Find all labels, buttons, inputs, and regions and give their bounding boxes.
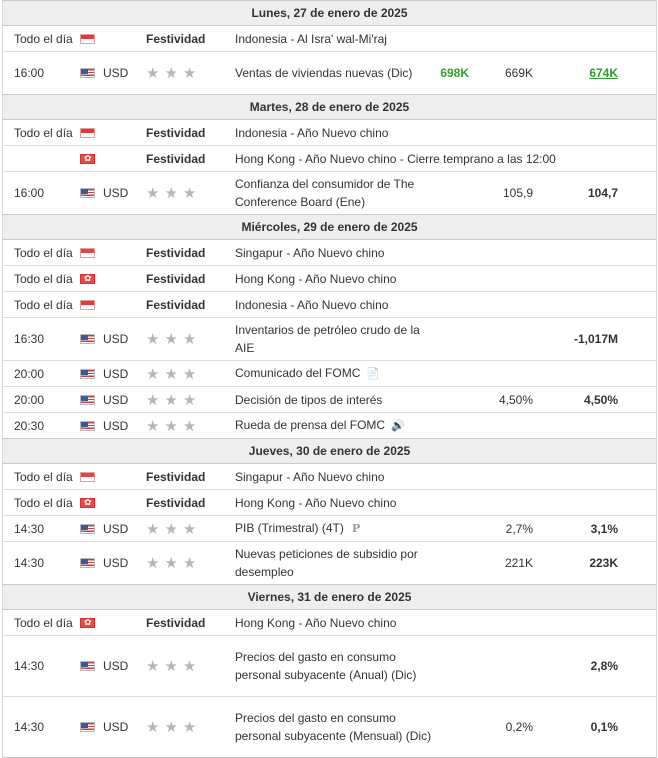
event-name[interactable]: Indonesia - Año Nuevo chino xyxy=(235,125,389,140)
actual-value xyxy=(395,542,469,584)
holiday-label: Festividad xyxy=(146,615,206,630)
event-time: Todo el día xyxy=(14,31,73,46)
event-row[interactable] xyxy=(2,636,657,697)
star-icon: ★ xyxy=(182,391,197,409)
event-time: 20:00 xyxy=(14,392,45,407)
country-flag-cell xyxy=(80,636,100,696)
us-flag-icon xyxy=(80,334,95,344)
holiday-label: Festividad xyxy=(146,297,206,312)
currency-code: USD xyxy=(103,392,129,407)
event-name[interactable]: Hong Kong - Año Nuevo chino - Cierre temprano a las 12:00 xyxy=(235,151,556,166)
us-flag-icon xyxy=(80,68,95,78)
event-time: Todo el día xyxy=(14,297,73,312)
us-flag-icon xyxy=(80,558,95,568)
day-header: Jueves, 30 de enero de 2025 xyxy=(2,439,657,464)
event-row[interactable] xyxy=(2,146,657,172)
holiday-label: Festividad xyxy=(146,469,206,484)
event-name[interactable]: Hong Kong - Año Nuevo chino xyxy=(235,495,397,510)
previous-value: 2,8% xyxy=(590,659,618,673)
star-icon: ★ xyxy=(182,417,197,435)
event-row[interactable] xyxy=(2,172,657,215)
importance-rating xyxy=(146,172,226,214)
star-icon: ★ xyxy=(182,719,197,736)
forecast-value: 4,50% xyxy=(498,392,533,407)
us-flag-icon xyxy=(80,395,95,405)
star-icon: ★ xyxy=(146,331,160,348)
star-icon: ★ xyxy=(164,365,178,383)
day-header: Viernes, 31 de enero de 2025 xyxy=(2,585,657,610)
hk-flag-icon xyxy=(80,154,95,164)
sg-flag-icon xyxy=(80,248,95,258)
currency-code: USD xyxy=(103,556,129,570)
event-row[interactable] xyxy=(2,266,657,292)
hk-flag-icon xyxy=(80,498,95,508)
holiday-label: Festividad xyxy=(146,271,206,286)
us-flag-icon xyxy=(80,421,95,431)
us-flag-icon xyxy=(80,188,95,198)
importance-rating xyxy=(146,697,226,757)
forecast-value: 0,2% xyxy=(505,720,533,734)
star-icon: ★ xyxy=(182,65,197,82)
country-flag-cell xyxy=(80,361,100,386)
event-time: 16:30 xyxy=(14,332,45,346)
forecast-value xyxy=(463,413,533,438)
event-name[interactable]: Confianza del consumidor de The Conference Board (Ene) xyxy=(235,177,415,209)
importance-rating xyxy=(146,318,226,360)
event-time: Todo el día xyxy=(14,245,73,260)
event-row[interactable] xyxy=(2,52,657,95)
previous-value: 223K xyxy=(589,556,618,570)
star-icon: ★ xyxy=(164,331,178,348)
country-flag-cell xyxy=(80,120,100,145)
event-name[interactable]: Indonesia - Año Nuevo chino xyxy=(235,297,389,312)
star-icon: ★ xyxy=(146,365,160,383)
actual-value: 698K xyxy=(440,66,469,80)
country-flag-cell xyxy=(80,146,100,171)
forecast-value xyxy=(463,361,533,386)
previous-value: -1,017M xyxy=(573,332,618,346)
event-row[interactable] xyxy=(2,240,657,266)
actual-value xyxy=(395,172,469,214)
event-time: Todo el día xyxy=(14,271,73,286)
holiday-label: Festividad xyxy=(146,495,206,510)
event-name[interactable]: Ventas de viviendas nuevas (Dic) xyxy=(235,66,413,80)
country-flag-cell xyxy=(80,697,100,757)
economic-calendar xyxy=(2,0,657,758)
currency-code: USD xyxy=(103,720,129,734)
us-flag-icon xyxy=(80,661,95,671)
speaker-icon: 🔊 xyxy=(391,420,405,432)
event-time: 14:30 xyxy=(14,720,45,734)
event-name[interactable]: Indonesia - Al Isra' wal-Mi'raj xyxy=(235,31,387,46)
event-name[interactable]: Hong Kong - Año Nuevo chino xyxy=(235,615,397,630)
star-icon: ★ xyxy=(182,365,197,383)
star-icon: ★ xyxy=(164,520,178,538)
event-row[interactable] xyxy=(2,516,657,542)
event-row[interactable] xyxy=(2,610,657,636)
importance-rating xyxy=(146,361,226,386)
star-icon: ★ xyxy=(146,520,160,538)
event-name[interactable]: Nuevas peticiones de subsidio por desempleo xyxy=(235,547,418,579)
event-time: Todo el día xyxy=(14,469,73,484)
id-flag-icon xyxy=(80,128,95,138)
star-icon: ★ xyxy=(146,719,160,736)
country-flag-cell xyxy=(80,292,100,317)
importance-rating xyxy=(146,542,226,584)
star-icon: ★ xyxy=(146,417,160,435)
event-row[interactable] xyxy=(2,361,657,387)
country-flag-cell xyxy=(80,266,100,291)
currency-code: USD xyxy=(103,418,129,433)
event-row[interactable] xyxy=(2,292,657,318)
country-flag-cell xyxy=(80,26,100,51)
event-time: 14:30 xyxy=(14,556,45,570)
forecast-value xyxy=(463,318,533,360)
event-row[interactable] xyxy=(2,387,657,413)
event-time xyxy=(14,146,84,171)
previous-value: 104,7 xyxy=(587,186,618,200)
country-flag-cell xyxy=(80,172,100,214)
country-flag-cell xyxy=(80,610,100,635)
day-header: Miércoles, 29 de enero de 2025 xyxy=(2,215,657,240)
us-flag-icon xyxy=(80,369,95,379)
actual-value xyxy=(395,387,469,412)
forecast-value: 221K xyxy=(504,556,533,570)
hk-flag-icon xyxy=(80,618,95,628)
event-row[interactable] xyxy=(2,318,657,361)
event-name[interactable]: Precios del gasto en consumo personal subyacente (Mensual) (Dic) xyxy=(235,711,432,743)
document-icon: 📄 xyxy=(366,368,381,380)
actual-value xyxy=(395,697,469,757)
previous-value xyxy=(543,52,618,94)
star-icon: ★ xyxy=(146,391,160,409)
preliminary-icon: P xyxy=(351,522,361,535)
forecast-value: 2,7% xyxy=(505,521,533,536)
event-time: 16:00 xyxy=(14,186,45,200)
previous-value xyxy=(543,361,618,386)
actual-value xyxy=(395,516,469,541)
event-row[interactable] xyxy=(2,490,657,516)
country-flag-cell xyxy=(80,413,100,438)
event-name[interactable]: Comunicado del FOMC 📄 xyxy=(235,364,380,383)
importance-rating xyxy=(146,516,226,541)
country-flag-cell xyxy=(80,542,100,584)
previous-value: 0,1% xyxy=(590,720,618,734)
event-name[interactable]: Singapur - Año Nuevo chino xyxy=(235,245,385,260)
holiday-label: Festividad xyxy=(146,151,206,166)
star-icon: ★ xyxy=(182,555,197,572)
country-flag-cell xyxy=(80,490,100,515)
country-flag-cell xyxy=(80,387,100,412)
previous-value: 3,1% xyxy=(590,521,618,536)
event-name[interactable]: Singapur - Año Nuevo chino xyxy=(235,469,385,484)
star-icon: ★ xyxy=(164,185,178,202)
country-flag-cell xyxy=(80,318,100,360)
star-icon: ★ xyxy=(164,658,178,675)
event-time: 20:00 xyxy=(14,366,45,381)
event-time: Todo el día xyxy=(14,615,73,630)
star-icon: ★ xyxy=(146,185,160,202)
us-flag-icon xyxy=(80,722,95,732)
event-row[interactable] xyxy=(2,464,657,490)
event-time: 16:00 xyxy=(14,66,45,80)
star-icon: ★ xyxy=(182,520,197,538)
currency-code: USD xyxy=(103,366,129,381)
event-time: 14:30 xyxy=(14,659,45,673)
day-header: Martes, 28 de enero de 2025 xyxy=(2,95,657,120)
event-name[interactable]: Inventarios de petróleo crudo de la AIE xyxy=(235,323,420,355)
revised-previous: 674K xyxy=(589,66,618,80)
star-icon: ★ xyxy=(164,391,178,409)
holiday-label: Festividad xyxy=(146,31,206,46)
actual-value xyxy=(395,636,469,696)
event-name[interactable]: Hong Kong - Año Nuevo chino xyxy=(235,271,397,286)
hk-flag-icon xyxy=(80,274,95,284)
actual-value xyxy=(395,361,469,386)
event-name[interactable]: Decisión de tipos de interés xyxy=(235,392,383,407)
previous-value: 4,50% xyxy=(583,392,618,407)
currency-code: USD xyxy=(103,332,129,346)
event-row[interactable] xyxy=(2,697,657,758)
forecast-value xyxy=(463,636,533,696)
event-time: 14:30 xyxy=(14,521,45,536)
star-icon: ★ xyxy=(182,185,197,202)
country-flag-cell xyxy=(80,240,100,265)
event-name[interactable]: PIB (Trimestral) (4T) P xyxy=(235,519,360,538)
currency-code: USD xyxy=(103,66,129,80)
country-flag-cell xyxy=(80,52,100,94)
event-row[interactable] xyxy=(2,26,657,52)
importance-rating xyxy=(146,387,226,412)
star-icon: ★ xyxy=(164,555,178,572)
currency-code: USD xyxy=(103,186,129,200)
sg-flag-icon xyxy=(80,472,95,482)
currency-code: USD xyxy=(103,659,129,673)
id-flag-icon xyxy=(80,34,95,44)
actual-value xyxy=(395,413,469,438)
event-time: Todo el día xyxy=(14,495,73,510)
us-flag-icon xyxy=(80,524,95,534)
holiday-label: Festividad xyxy=(146,125,206,140)
id-flag-icon xyxy=(80,300,95,310)
event-time: Todo el día xyxy=(14,125,73,140)
importance-rating xyxy=(146,413,226,438)
country-flag-cell xyxy=(80,464,100,489)
forecast-value: 105,9 xyxy=(502,186,533,200)
actual-value xyxy=(395,318,469,360)
event-row[interactable] xyxy=(2,120,657,146)
event-name[interactable]: Precios del gasto en consumo personal subyacente (Anual) (Dic) xyxy=(235,650,417,682)
country-flag-cell xyxy=(80,516,100,541)
star-icon: ★ xyxy=(182,331,197,348)
star-icon: ★ xyxy=(164,719,178,736)
star-icon: ★ xyxy=(164,417,178,435)
star-icon: ★ xyxy=(146,65,160,82)
importance-rating xyxy=(146,52,226,94)
event-row[interactable] xyxy=(2,542,657,585)
event-time: 20:30 xyxy=(14,418,45,433)
holiday-label: Festividad xyxy=(146,245,206,260)
star-icon: ★ xyxy=(182,658,197,675)
star-icon: ★ xyxy=(146,555,160,572)
importance-rating xyxy=(146,636,226,696)
event-name[interactable]: Rueda de prensa del FOMC 🔊 xyxy=(235,416,405,435)
day-header: Lunes, 27 de enero de 2025 xyxy=(2,1,657,26)
forecast-value: 669K xyxy=(504,66,533,80)
previous-value xyxy=(543,413,618,438)
event-row[interactable] xyxy=(2,413,657,439)
currency-code: USD xyxy=(103,521,129,536)
star-icon: ★ xyxy=(146,658,160,675)
star-icon: ★ xyxy=(164,65,178,82)
